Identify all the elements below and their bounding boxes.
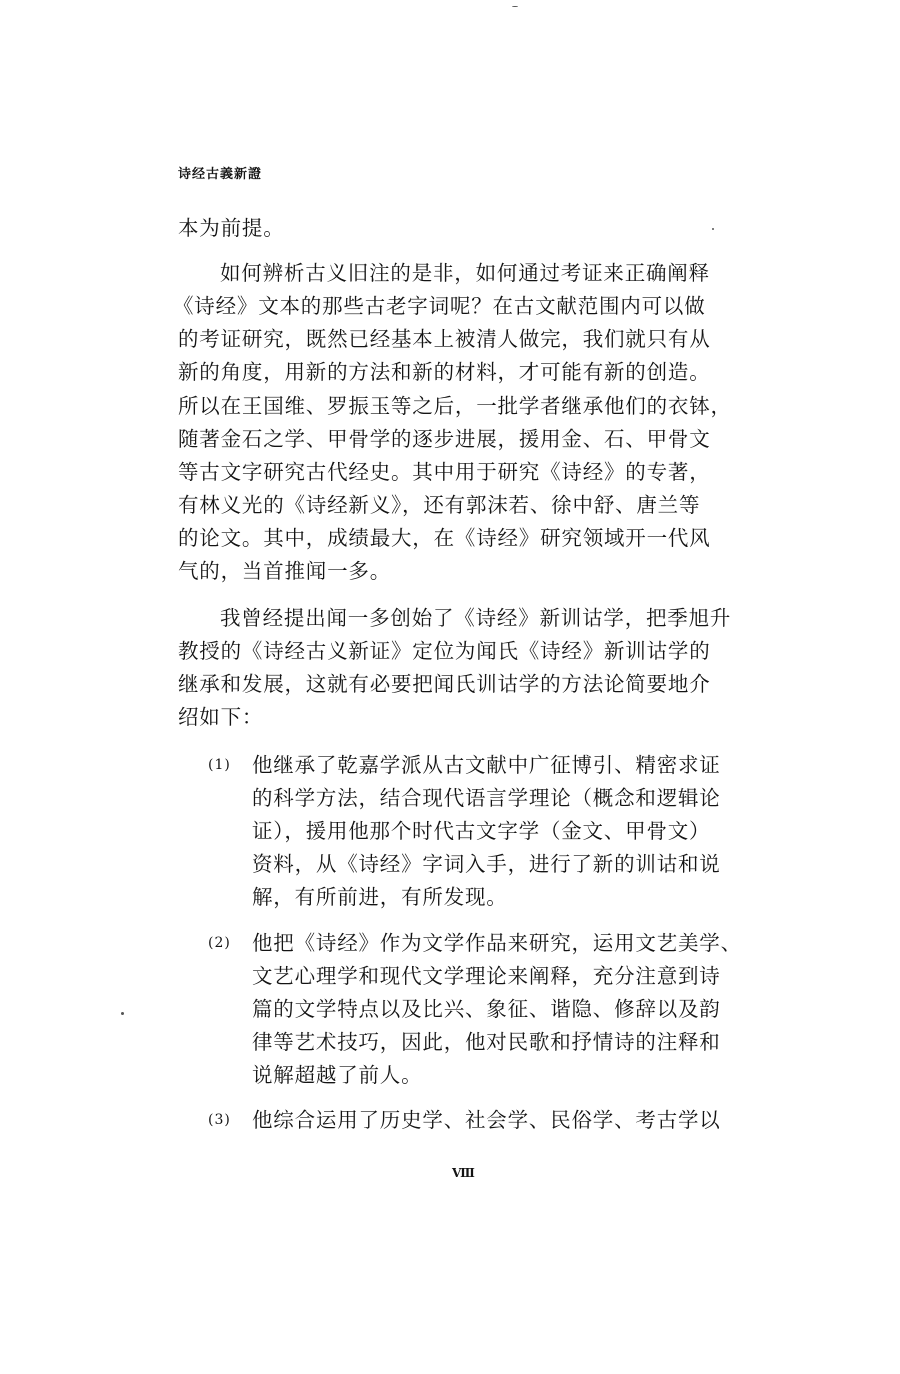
text-line: 绍如下：	[178, 705, 264, 729]
text-line: 说解超越了前人。	[252, 1063, 423, 1087]
list-item-number: (1)	[208, 757, 231, 773]
text-line: 他继承了乾嘉学派从古文献中广征博引、精密求证	[252, 753, 721, 777]
text-line: 我曾经提出闻一多创始了《诗经》新训诂学，把季旭升	[220, 606, 732, 630]
text-line: 继承和发展，这就有必要把闻氏训诂学的方法论简要地介	[178, 672, 711, 696]
text-line: 的考证研究，既然已经基本上被清人做完，我们就只有从	[178, 327, 711, 351]
list-item-number: (2)	[208, 935, 231, 951]
text-line: 随著金石之学、甲骨学的逐步进展，援用金、石、甲骨文	[178, 427, 711, 451]
text-line: 资料，从《诗经》字词入手，进行了新的训诂和说	[252, 852, 721, 876]
text-line: 教授的《诗经古义新证》定位为闻氏《诗经》新训诂学的	[178, 639, 711, 663]
text-line: 解，有所前进，有所发现。	[252, 885, 508, 909]
running-head: 诗经古義新證	[178, 167, 263, 182]
text-line: 文艺心理学和现代文学理论来阐释，充分注意到诗	[252, 964, 721, 988]
text-line: 所以在王国维、罗振玉等之后，一批学者继承他们的衣钵，	[178, 394, 732, 418]
text-line: 等古文字研究古代经史。其中用于研究《诗经》的专著，	[178, 460, 711, 484]
scan-speck	[512, 6, 518, 7]
text-line: 篇的文学特点以及比兴、象征、谐隐、修辞以及韵	[252, 997, 721, 1021]
text-line: 的论文。其中，成绩最大，在《诗经》研究领域开一代风	[178, 526, 711, 550]
opening-line: 本为前提。	[178, 216, 285, 240]
text-line: 的科学方法，结合现代语言学理论（概念和逻辑论	[252, 786, 721, 810]
list-item-number: (3)	[208, 1112, 231, 1128]
text-line: 《诗经》文本的那些古老字词呢？在古文献范围内可以做	[173, 294, 706, 318]
scan-speck	[712, 228, 714, 230]
text-line: 气的，当首推闻一多。	[178, 559, 391, 583]
text-line: 他把《诗经》作为文学作品来研究，运用文艺美学、	[252, 931, 742, 955]
text-line: 律等艺术技巧，因此，他对民歌和抒情诗的注释和	[252, 1030, 721, 1054]
page-number: Ⅷ	[452, 1166, 475, 1180]
text-line: 新的角度，用新的方法和新的材料，才可能有新的创造。	[178, 360, 711, 384]
scan-speck	[121, 1012, 124, 1015]
text-line: 证），援用他那个时代古文字学（金文、甲骨文）	[252, 819, 711, 843]
text-line: 如何辨析古义旧注的是非，如何通过考证来正确阐释	[220, 261, 710, 285]
text-line: 有林义光的《诗经新义》，还有郭沫若、徐中舒、唐兰等	[178, 493, 701, 517]
text-line: 他综合运用了历史学、社会学、民俗学、考古学以	[252, 1108, 721, 1132]
